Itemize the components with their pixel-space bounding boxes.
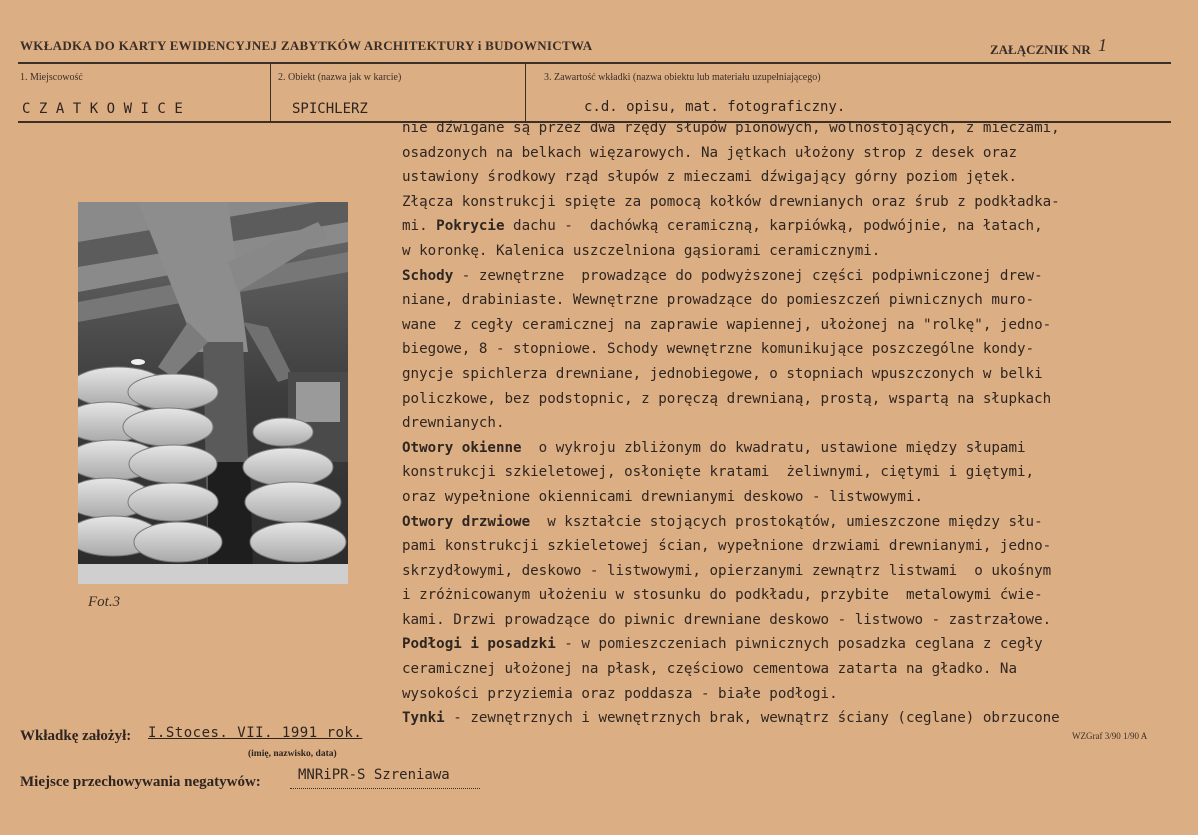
line-text: kami. Drzwi prowadzące do piwnic drewniane deskowo - listwowo - zastrzałowe. xyxy=(402,611,1052,628)
text-line xyxy=(402,657,1172,682)
line-text: konstrukcji szkieletowej, osłonięte kratami żeliwnymi, ciętymi i giętymi, xyxy=(402,464,1035,481)
line-text: biegowe, 8 - stopniowe. Schody wewnętrzne komunikujące poszczególne kondy- xyxy=(402,341,1035,358)
object-field-value: SPICHLERZ xyxy=(292,101,368,117)
text-line xyxy=(402,608,1172,633)
text-line xyxy=(402,387,1172,412)
negatives-location-label: Miejsce przechowywania negatywów: xyxy=(20,774,261,790)
text-line xyxy=(402,510,1172,535)
line-text: drewnianych. xyxy=(402,415,505,432)
annex-number xyxy=(990,35,1108,59)
line-text: i zróżnicowanym ułożeniu w stosunku do podkładu, przybite metalowymi ćwie- xyxy=(402,587,1043,604)
field-divider-2 xyxy=(525,64,526,122)
negatives-dotted-line xyxy=(290,788,480,789)
author-value: I.Stoces. VII. 1991 rok. xyxy=(148,725,363,741)
text-line xyxy=(402,141,1172,166)
print-note: WZGraf 3/90 1/90 A xyxy=(1072,731,1148,741)
section-heading: Pokrycie xyxy=(436,218,505,235)
text-line xyxy=(402,559,1172,584)
text-line xyxy=(402,485,1172,510)
text-line xyxy=(402,682,1172,707)
line-text: gnycje spichlerza drewniane, jednobiegowe, o stopniach wpuszczonych w belki xyxy=(402,365,1043,382)
photo-caption: Fot.3 xyxy=(88,594,121,610)
line-text: Złącza konstrukcji spięte za pomocą kołków drewnianych oraz śrub z podkładka- xyxy=(402,193,1060,210)
place-field-label: 1. Miejscowość xyxy=(20,72,83,83)
line-text: osadzonych na belkach więzarowych. Na jętkach ułożony strop z desek oraz xyxy=(402,144,1017,161)
line-text: policzkowe, bez podstopnic, z poręczą drewnianą, prostą, wspartą na słupkach xyxy=(402,390,1052,407)
section-heading: Schody xyxy=(402,267,454,284)
content-field-value: c.d. opisu, mat. fotograficzny. xyxy=(584,99,846,115)
line-text: mi. xyxy=(402,218,437,235)
content-field-label: 3. Zawartość wkładki (nazwa obiektu lub materiału uzupełniającego) xyxy=(544,72,821,83)
text-line xyxy=(402,460,1172,485)
text-line xyxy=(402,337,1172,362)
line-text: ceramicznej ułożonej na płask, częściowo cementowa zatarta na gładko. Na xyxy=(402,661,1017,678)
section-heading: Tynki xyxy=(402,710,445,727)
text-line xyxy=(402,632,1172,657)
line-text: nie dźwigane są przez dwa rzędy słupów pionowych, wolnostojących, z mieczami, xyxy=(402,120,1060,136)
field-divider-1 xyxy=(270,64,271,122)
negatives-location-value: MNRiPR-S Szreniawa xyxy=(298,767,450,783)
text-line xyxy=(402,362,1172,387)
photograph xyxy=(78,202,348,584)
section-heading: Podłogi i posadzki xyxy=(402,636,556,653)
line-text: - zewnętrzne prowadzące do podwyższonej części podpiwniczonej drew- xyxy=(453,267,1043,284)
line-text: pami konstrukcji szkieletowej ścian, wypełnione drzwiami drewnianymi, jedno- xyxy=(402,538,1052,555)
line-text: - zewnętrznych i wewnętrznych brak, wewnątrz ściany (ceglane) obrzucone xyxy=(444,710,1060,727)
section-heading: Otwory drzwiowe xyxy=(402,513,531,530)
place-field-value: CZATKOWICE xyxy=(22,101,192,117)
text-line xyxy=(402,583,1172,608)
section-heading: Otwory okienne xyxy=(402,439,522,456)
line-text: niane, drabiniaste. Wewnętrzne prowadzące do pomieszczeń piwnicznych muro- xyxy=(402,292,1035,309)
annex-number-value: 1 xyxy=(1098,35,1108,55)
text-line xyxy=(402,190,1172,215)
line-text: wysokości przyziemia oraz poddasza - białe podłogi. xyxy=(402,685,838,702)
text-line xyxy=(402,313,1172,338)
text-line xyxy=(402,436,1172,461)
line-text: dachu - dachówką ceramiczną, karpiówką, podwójnie, na łatach, xyxy=(504,218,1043,235)
object-field-label: 2. Obiekt (nazwa jak w karcie) xyxy=(278,72,402,83)
header-rule xyxy=(18,62,1171,64)
text-line xyxy=(402,116,1172,141)
author-label: Wkładkę założył: xyxy=(20,728,132,744)
line-text: w koronkę. Kalenica uszczelniona gąsiorami ceramicznymi. xyxy=(402,242,881,259)
attic-photo-image xyxy=(78,202,348,584)
text-line xyxy=(402,214,1172,239)
text-line xyxy=(402,706,1172,731)
description-text xyxy=(402,116,1172,731)
text-line xyxy=(402,165,1172,190)
author-hint: (imię, nazwisko, data) xyxy=(248,749,337,759)
line-text: skrzydłowymi, deskowo - listwowymi, opierzanymi zewnątrz listwami o ukośnym xyxy=(402,562,1052,579)
line-text: wane z cegły ceramicznej na zaprawie wapiennej, ułożonej na "rolkę", jedno- xyxy=(402,316,1052,333)
line-text: - w pomieszczeniach piwnicznych posadzka ceglana z cegły xyxy=(555,636,1043,653)
text-line xyxy=(402,411,1172,436)
annex-label: ZAŁĄCZNIK NR xyxy=(990,42,1091,57)
line-text: ustawiony środkowy rząd słupów z mieczami dźwigający górny poziom jętek. xyxy=(402,169,1017,186)
line-text: o wykroju zbliżonym do kwadratu, ustawione między słupami xyxy=(521,439,1026,456)
form-title: WKŁADKA DO KARTY EWIDENCYJNEJ ZABYTKÓW ARCHITEKTURY i BUDOWNICTWA xyxy=(20,38,593,53)
line-text: oraz wypełnione okiennicami drewnianymi deskowo - listwowymi. xyxy=(402,488,924,505)
text-line xyxy=(402,264,1172,289)
text-line xyxy=(402,534,1172,559)
text-line xyxy=(402,239,1172,264)
text-line xyxy=(402,288,1172,313)
line-text: w kształcie stojących prostokątów, umieszczone między słu- xyxy=(530,513,1043,530)
